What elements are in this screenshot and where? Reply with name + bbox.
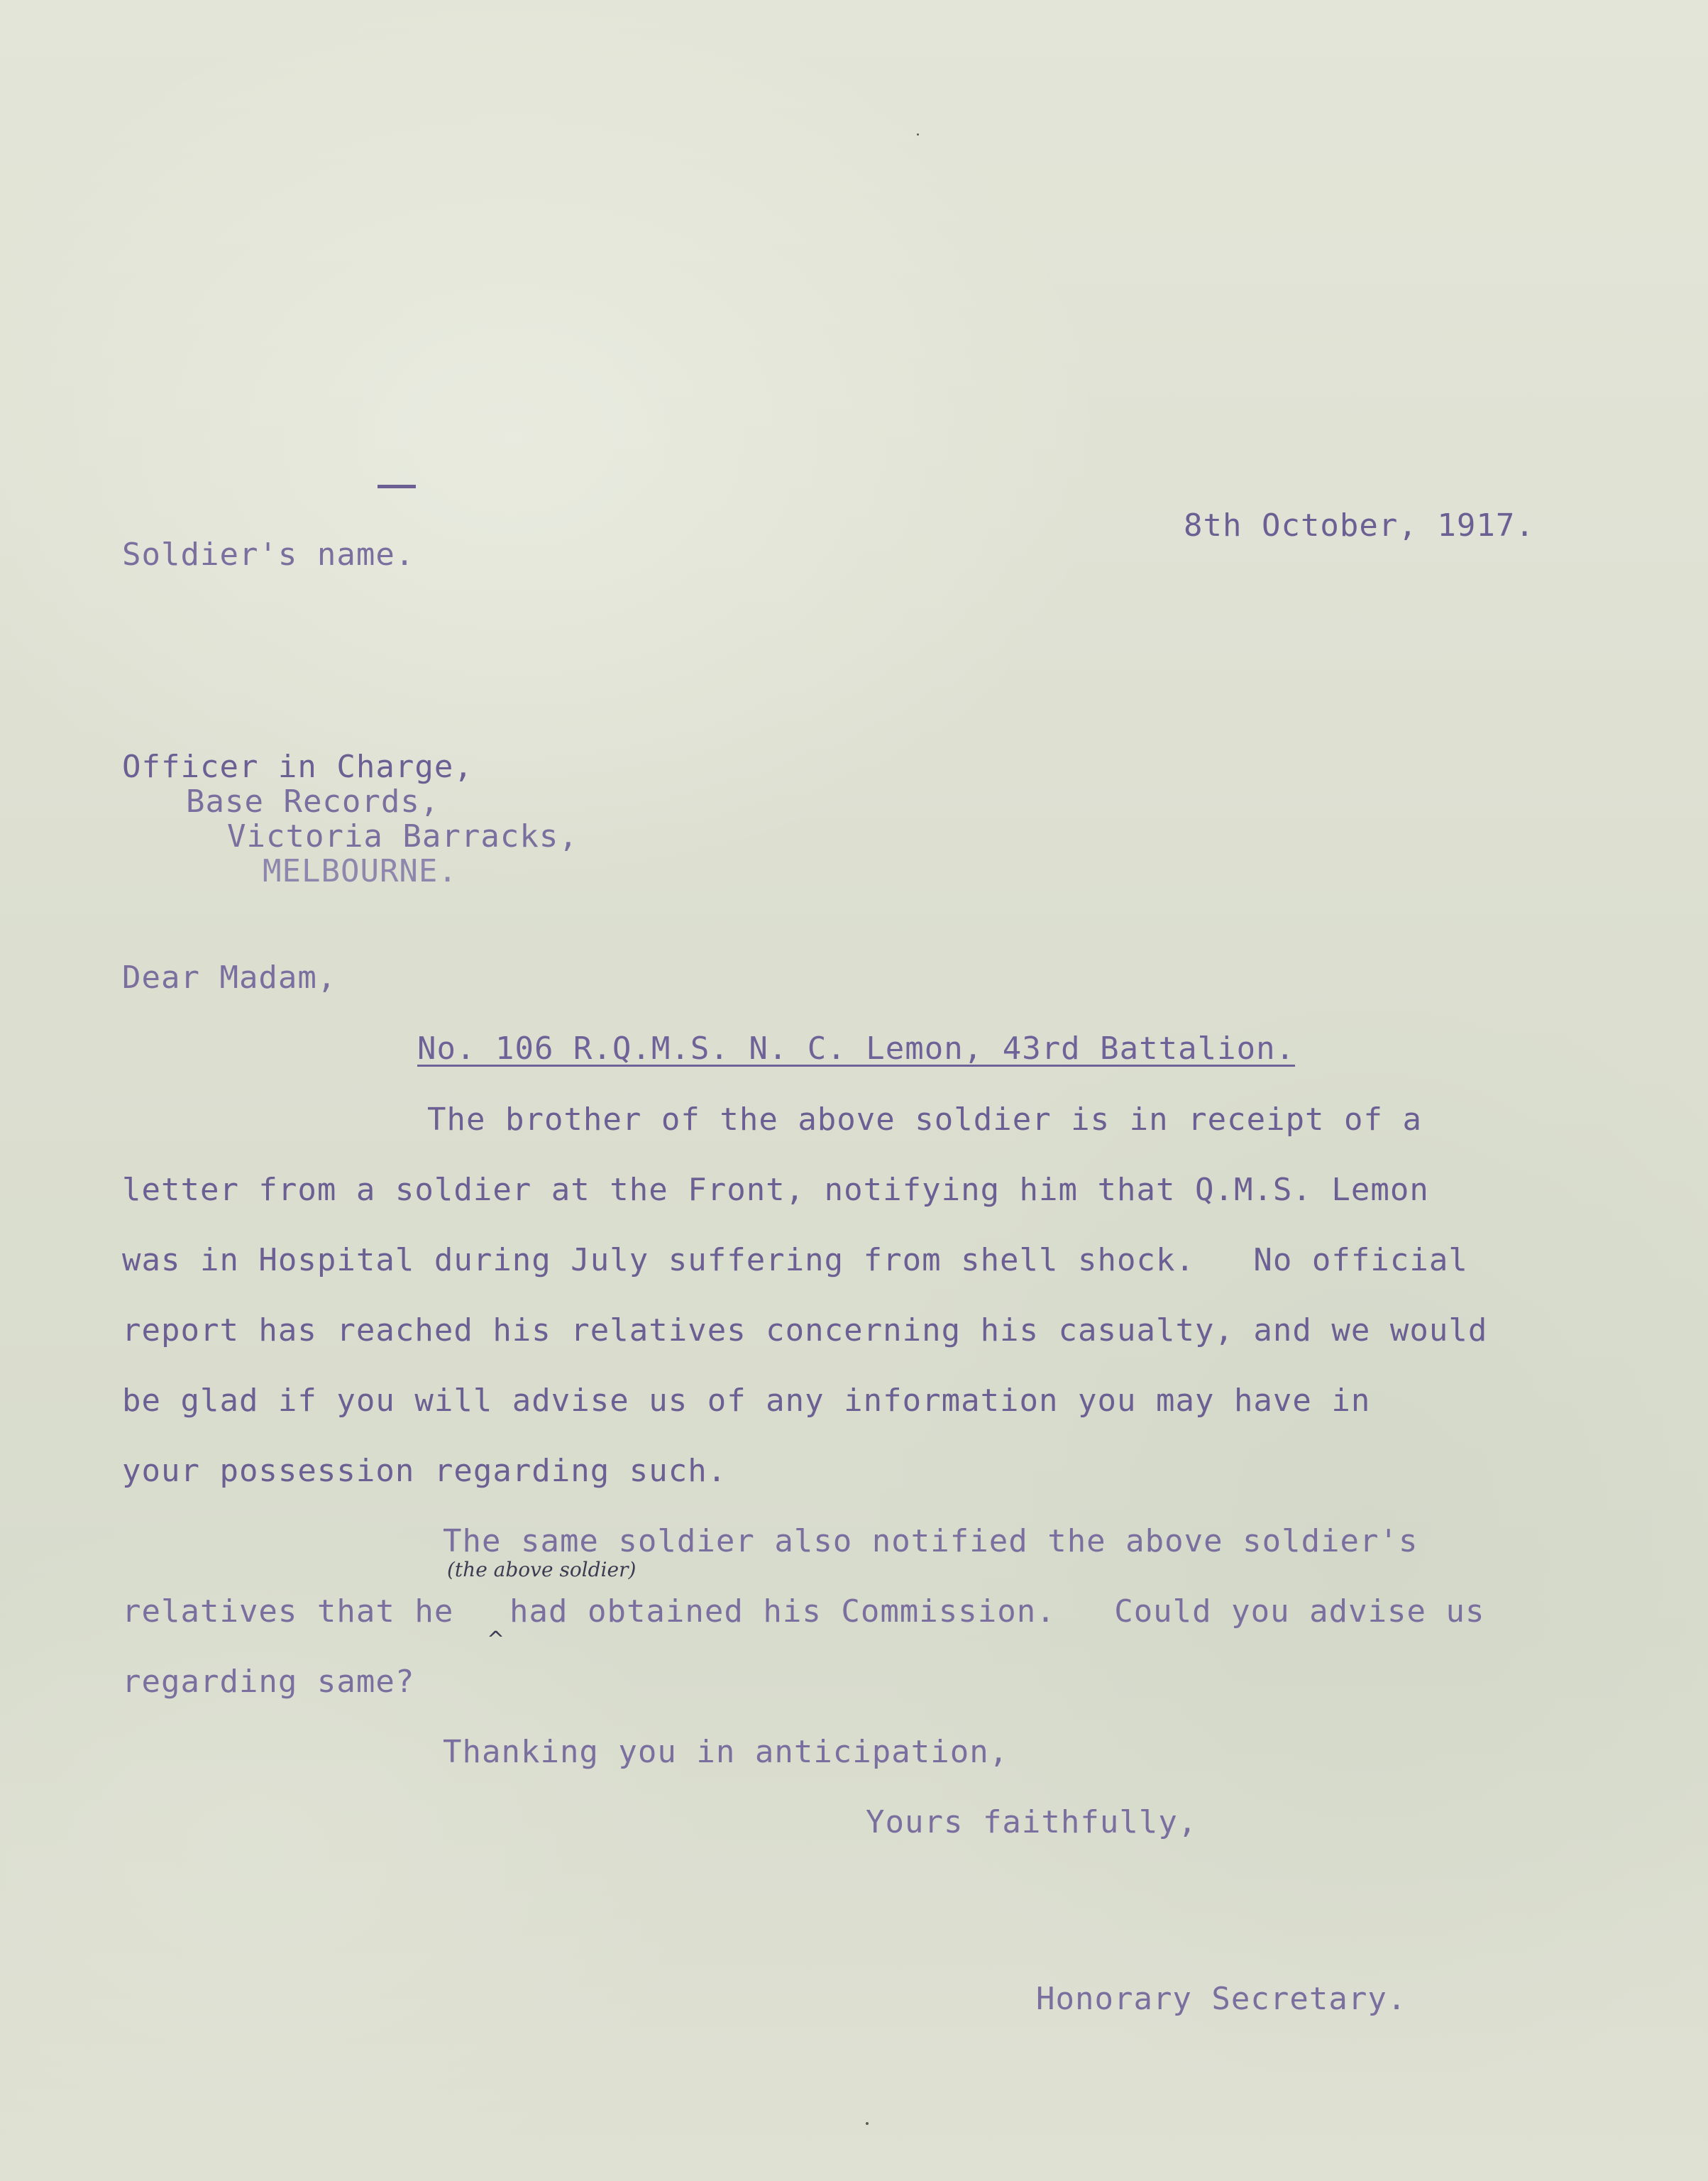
paragraph-2-line-1: The same soldier also notified the above soldier's xyxy=(443,1523,1418,1559)
soldier-name-label: Soldier's name. xyxy=(122,537,415,573)
signature-title: Honorary Secretary. xyxy=(1036,1981,1407,2017)
handwritten-insertion: (the above soldier) xyxy=(447,1558,637,1581)
closing-yours-faithfully: Yours faithfully, xyxy=(866,1804,1198,1840)
salutation: Dear Madam, xyxy=(122,960,337,996)
paragraph-2-line-3: regarding same? xyxy=(122,1664,415,1700)
insertion-caret: ^ xyxy=(487,1627,505,1652)
paragraph-1-line-2: letter from a soldier at the Front, notifying him that Q.M.S. Lemon xyxy=(122,1172,1429,1208)
paragraph-1-line-6: your possession regarding such. xyxy=(122,1453,727,1489)
recipient-line-2: Base Records, xyxy=(186,784,440,820)
paragraph-1-line-4: report has reached his relatives concerning his casualty, and we would xyxy=(122,1312,1488,1348)
typed-dash-mark xyxy=(378,485,416,488)
paragraph-2-line-2-end: had obtained his Commission. Could you advise us xyxy=(509,1593,1485,1630)
paragraph-1-line-5: be glad if you will advise us of any information you may have in xyxy=(122,1383,1371,1419)
recipient-line-3: Victoria Barracks, xyxy=(227,818,578,855)
paragraph-1-line-1: The brother of the above soldier is in receipt of a xyxy=(427,1102,1423,1138)
paper-speck xyxy=(917,133,919,136)
recipient-line-1: Officer in Charge, xyxy=(122,749,473,785)
recipient-line-4: MELBOURNE. xyxy=(263,853,458,889)
subject-line: No. 106 R.Q.M.S. N. C. Lemon, 43rd Battalion. xyxy=(417,1031,1296,1067)
paper-speck xyxy=(866,2122,869,2125)
paragraph-2-line-2-start: relatives that he xyxy=(122,1593,454,1630)
paragraph-1-line-3: was in Hospital during July suffering from shell shock. No official xyxy=(122,1242,1468,1278)
closing-thanks: Thanking you in anticipation, xyxy=(443,1734,1009,1770)
letter-date: 8th October, 1917. xyxy=(1184,507,1535,544)
